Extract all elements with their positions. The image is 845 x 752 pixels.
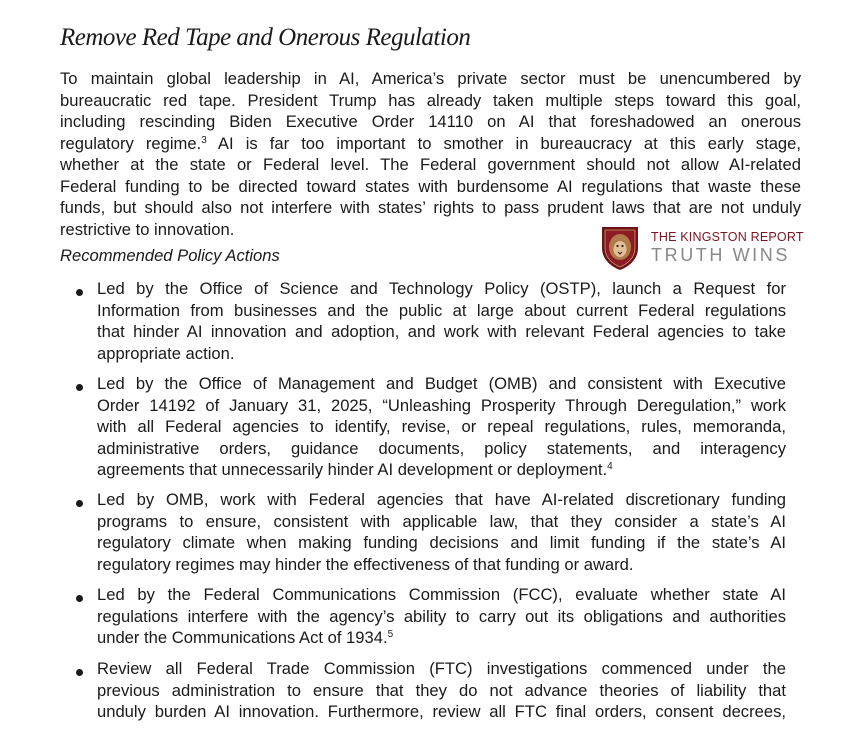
bullet-dot bbox=[76, 595, 83, 602]
list-item-line: Led by the Federal Communications Commission (FCC), evaluate whether state AI bbox=[97, 585, 786, 604]
intro-line: Federal funding to be directed toward states with burdensome AI regulations that waste these bbox=[60, 176, 801, 196]
list-item bbox=[97, 658, 786, 723]
list-item-text: agreements that unnecessarily hinder AI development or deployment. bbox=[97, 460, 608, 479]
list-item-line bbox=[97, 459, 786, 481]
intro-paragraph bbox=[60, 68, 801, 240]
footnote-marker: 5 bbox=[387, 629, 394, 640]
list-item-line: appropriate action. bbox=[97, 343, 235, 363]
list-item-line: Led by OMB, work with Federal agencies that have AI-related discretionary funding bbox=[97, 490, 786, 509]
section-heading: Remove Red Tape and Onerous Regulation bbox=[60, 24, 471, 51]
intro-line: whether at the state or Federal level. The Federal government should not allow AI-related bbox=[60, 155, 801, 174]
intro-line: restrictive to innovation. bbox=[60, 219, 235, 239]
list-item-line: Led by the Office of Management and Budget (OMB) and consistent with Executive bbox=[97, 374, 786, 393]
intro-line: including rescinding Biden Executive Order 14110 on AI that foreshadowed an onerous bbox=[60, 112, 801, 131]
list-item-line: regulatory regimes may hinder the effectiveness of that funding or award. bbox=[97, 554, 634, 574]
list-item-line: Led by the Office of Science and Technology Policy (OSTP), launch a Request for bbox=[97, 279, 786, 298]
bullet-dot bbox=[76, 500, 83, 507]
list-item-line: Information from businesses and the public at large about current Federal regulations bbox=[97, 300, 786, 320]
intro-line-rest: AI is far too important to smother in bureaucracy at this early stage, bbox=[206, 133, 801, 153]
footnote-marker: 3 bbox=[201, 134, 207, 146]
list-item bbox=[97, 373, 786, 481]
intro-line bbox=[60, 133, 801, 155]
intro-line: To maintain global leadership in AI, America’s private sector must be unencumbered by bbox=[60, 69, 801, 88]
list-item-line: programs to ensure, consistent with applicable law, that they consider a state’s AI bbox=[97, 511, 786, 531]
bullet-dot bbox=[76, 669, 83, 676]
lion-shield-icon bbox=[598, 224, 642, 272]
intro-line-start: regulatory regime. bbox=[60, 133, 202, 153]
bullet-dot bbox=[76, 289, 83, 296]
watermark-title: THE KINGSTON REPORT bbox=[651, 230, 804, 244]
list-item-line bbox=[97, 627, 786, 649]
footnote-marker: 4 bbox=[607, 461, 613, 472]
list-item-line: regulatory climate when making funding decisions and limit funding if the state’s AI bbox=[97, 533, 786, 552]
intro-line: funds, but should also not interfere with states’ rights to pass prudent laws that are not unduly bbox=[60, 198, 801, 217]
list-item-line: Order 14192 of January 31, 2025, “Unleashing Prosperity Through Deregulation,” work bbox=[97, 395, 786, 415]
list-item-line: administrative orders, guidance documents, policy statements, and interagency bbox=[97, 438, 786, 458]
recommended-actions-subheading: Recommended Policy Actions bbox=[60, 246, 280, 265]
list-item-line: Review all Federal Trade Commission (FTC) investigations commenced under the bbox=[97, 659, 786, 678]
watermark-tagline: TRUTH WINS bbox=[651, 245, 790, 265]
list-item-text: under the Communications Act of 1934. bbox=[97, 628, 388, 647]
list-item-line: regulations interfere with the agency’s ability to carry out its obligations and authorities bbox=[97, 606, 786, 626]
kingston-report-watermark bbox=[598, 224, 803, 272]
list-item-line: with all Federal agencies to identify, revise, or repeal regulations, rules, memoranda, bbox=[97, 417, 786, 436]
list-item-line: that hinder AI innovation and adoption, and work with relevant Federal agencies to take bbox=[97, 322, 786, 341]
list-item bbox=[97, 278, 786, 364]
intro-line: bureaucratic red tape. President Trump has already taken multiple steps toward this goal, bbox=[60, 90, 801, 110]
list-item bbox=[97, 584, 786, 649]
list-item-line: unduly burden AI innovation. Furthermore, review all FTC final orders, consent decrees, bbox=[97, 702, 786, 721]
list-item-line: previous administration to ensure that they do not advance theories of liability that bbox=[97, 680, 786, 700]
list-item bbox=[97, 489, 786, 575]
bullet-dot bbox=[76, 384, 83, 391]
